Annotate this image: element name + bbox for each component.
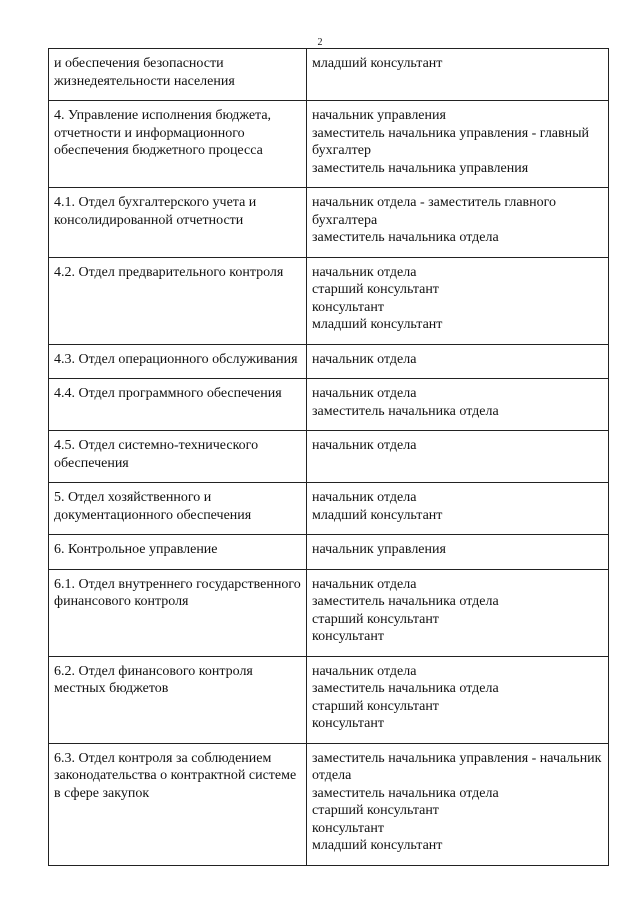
positions-cell	[307, 743, 609, 865]
position-title: начальник отдела	[312, 438, 417, 453]
position-title: консультант	[312, 629, 384, 644]
positions-cell	[307, 344, 609, 379]
department-name: 6. Контрольное управление	[49, 535, 307, 570]
position-title: заместитель начальника отдела	[312, 594, 499, 609]
department-name: 6.1. Отдел внутреннего государственного финансового контроля	[49, 569, 307, 656]
page-number: 2	[317, 37, 323, 48]
positions-cell	[307, 379, 609, 431]
department-name: и обеспечения безопасности жизнедеятельности населения	[49, 49, 307, 101]
department-name: 4.2. Отдел предварительного контроля	[49, 257, 307, 344]
position-title: начальник отдела	[312, 264, 417, 280]
positions-cell	[307, 49, 609, 101]
table-row	[49, 49, 609, 101]
position-title: начальник отдела - заместитель главного бухгалтера	[312, 195, 557, 228]
position-title: начальник управления	[312, 108, 446, 123]
table-row	[49, 379, 609, 431]
department-name: 4.5. Отдел системно-технического обеспечения	[49, 431, 307, 483]
table-row	[49, 483, 609, 535]
position-title: консультант	[312, 716, 384, 731]
positions-cell	[307, 257, 609, 344]
positions-cell	[307, 535, 609, 570]
table-row	[49, 569, 609, 656]
position-title: начальник отдела	[312, 351, 417, 367]
department-name: 5. Отдел хозяйственного и документационного обеспечения	[49, 483, 307, 535]
position-title: начальник отдела	[312, 490, 417, 505]
table-row	[49, 188, 609, 258]
position-title: младший консультант	[312, 56, 443, 71]
department-name: 4.3. Отдел операционного обслуживания	[49, 344, 307, 379]
position-title: начальник отдела	[312, 386, 417, 401]
position-title: младший консультант	[312, 317, 443, 332]
position-title: начальник отдела	[312, 576, 417, 592]
table-row	[49, 101, 609, 188]
position-title: старший консультант	[312, 282, 439, 297]
positions-cell	[307, 656, 609, 743]
position-title: старший консультант	[312, 698, 439, 714]
position-title: заместитель начальника управления	[312, 160, 529, 176]
position-title: заместитель начальника отдела	[312, 785, 499, 801]
department-name: 6.3. Отдел контроля за соблюдением законодательства о контрактной системе в сфере закупок	[49, 743, 307, 865]
position-title: старший консультант	[312, 803, 439, 818]
staffing-table	[48, 48, 609, 866]
department-name: 4. Управление исполнения бюджета, отчетности и информационного обеспечения бюджетного процесса	[49, 101, 307, 188]
department-name: 6.2. Отдел финансового контроля местных бюджетов	[49, 656, 307, 743]
position-title: заместитель начальника отдела	[312, 230, 499, 245]
department-name: 4.4. Отдел программного обеспечения	[49, 379, 307, 431]
position-title: младший консультант	[312, 838, 443, 853]
staffing-table-body	[49, 49, 609, 866]
position-title: старший консультант	[312, 611, 439, 627]
position-title: младший консультант	[312, 507, 443, 523]
table-row	[49, 431, 609, 483]
position-title: начальник отдела	[312, 663, 417, 679]
position-title: консультант	[312, 299, 384, 315]
table-row	[49, 257, 609, 344]
positions-cell	[307, 188, 609, 258]
table-row	[49, 535, 609, 570]
positions-cell	[307, 431, 609, 483]
positions-cell	[307, 569, 609, 656]
table-row	[49, 743, 609, 865]
position-title: заместитель начальника отдела	[312, 681, 499, 696]
position-title: заместитель начальника управления - главный бухгалтер	[312, 125, 590, 158]
position-title: заместитель начальника отдела	[312, 403, 499, 419]
table-row	[49, 344, 609, 379]
position-title: начальник управления	[312, 542, 446, 557]
positions-cell	[307, 101, 609, 188]
position-title: заместитель начальника управления - начальник отдела	[312, 750, 602, 783]
position-title: консультант	[312, 820, 384, 836]
department-name: 4.1. Отдел бухгалтерского учета и консолидированной отчетности	[49, 188, 307, 258]
positions-cell	[307, 483, 609, 535]
table-row	[49, 656, 609, 743]
